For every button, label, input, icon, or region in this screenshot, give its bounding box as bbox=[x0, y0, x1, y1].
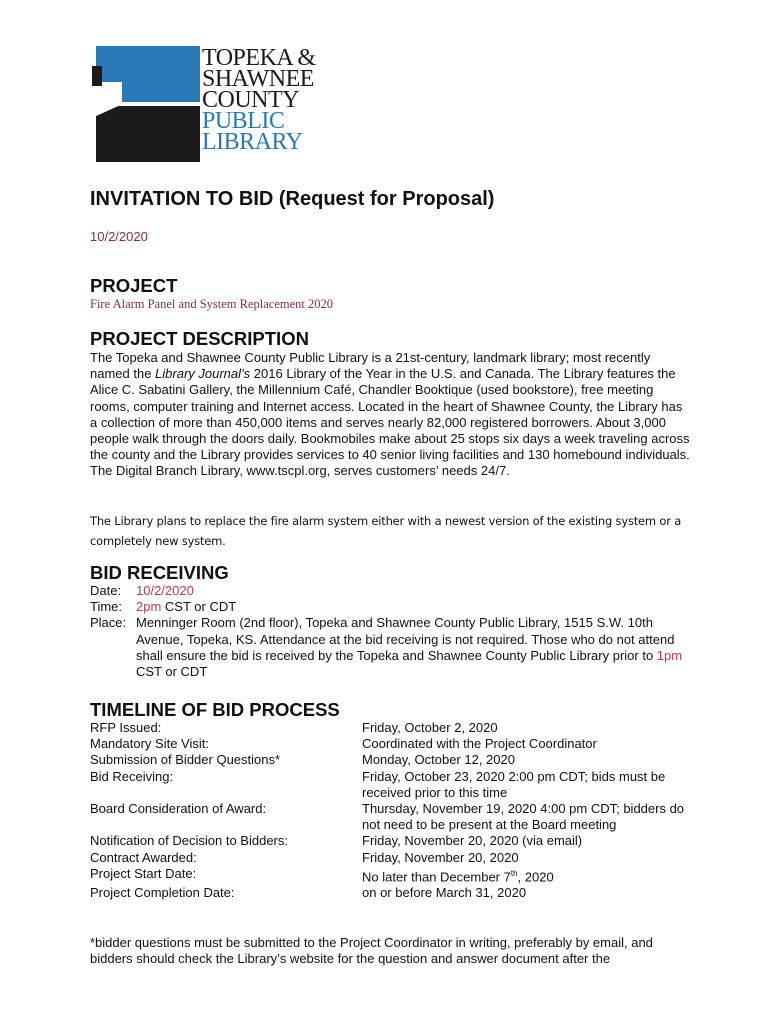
timeline-value: Friday, November 20, 2020 (via email) bbox=[362, 833, 583, 849]
project-name: Fire Alarm Panel and System Replacement 2020 bbox=[90, 297, 334, 311]
logo-line-3: COUNTY bbox=[202, 87, 299, 113]
timeline-label: Mandatory Site Visit: bbox=[90, 736, 209, 752]
timeline-label: Contract Awarded: bbox=[90, 849, 197, 865]
timeline-row bbox=[90, 801, 690, 833]
timeline-value: Monday, October 12, 2020 bbox=[362, 752, 515, 768]
timeline-row bbox=[90, 769, 690, 801]
timeline-label: Board Consideration of Award: bbox=[90, 801, 267, 817]
description-text-b: 2016 Library of the Year in the U.S. and Canada. The Library features the Alice C. Sabatini Gallery, the Millennium Café, Chandler Booktique (used bookstore), free meeting rooms, computer training and Internet access. Located in the heart of Shawnee County, the Library has a collection of more than 450,000 items and serves nearly 82,000 registered borrowers. About 3,000 people walk through the doors daily. Bookmobiles make about 25 stops six days a week traveling across the county and the Library provides services to 40 senior living facilities and 130 homebound individuals. The Digital Branch Library, www.tscpl.org, serves customers’ needs 24/7. bbox=[90, 366, 690, 479]
project-heading: PROJECT bbox=[90, 275, 178, 296]
bid-place-end: CST or CDT bbox=[136, 664, 208, 680]
description-text-a: The Topeka and Shawnee County Public Library is a 21st-century, landmark library; most recently named the bbox=[90, 350, 651, 382]
bid-place-rest: 10th Avenue, Topeka, KS. Attendance at the bid receiving is not required. Those who do not attend shall ensure the bid is received by the Topeka and Shawnee County Public Library prior to bbox=[136, 615, 675, 663]
bid-time-value-wrap bbox=[136, 599, 690, 615]
timeline-value: Thursday, November 19, 2020 4:00 pm CDT; bidders do not need to be present at the Board meeting bbox=[362, 801, 685, 833]
bid-receiving-details bbox=[90, 583, 690, 680]
start-date-year: , 2020 bbox=[517, 869, 554, 885]
description-journal-name: Library Journal’s bbox=[155, 366, 251, 382]
timeline-row bbox=[90, 885, 690, 901]
timeline-value: Friday, October 2, 2020 bbox=[362, 720, 498, 735]
timeline-label: Submission of Bidder Questions* bbox=[90, 752, 281, 768]
project-description-paragraph bbox=[90, 350, 690, 480]
timeline-row bbox=[90, 866, 690, 886]
start-date-text: No later than December 7 bbox=[362, 869, 511, 885]
bid-receiving-heading: BID RECEIVING bbox=[90, 562, 229, 583]
timeline-row bbox=[90, 736, 690, 752]
timeline-row bbox=[90, 850, 690, 866]
timeline-table bbox=[90, 720, 690, 902]
timeline-label: RFP Issued: bbox=[90, 720, 162, 735]
timeline-value: Friday, October 23, 2020 2:00 pm CDT; bids must be received prior to this time bbox=[362, 768, 666, 800]
timeline-heading: TIMELINE OF BID PROCESS bbox=[90, 699, 340, 720]
timeline-label: Notification of Decision to Bidders: bbox=[90, 833, 288, 849]
timeline-label: Bid Receiving: bbox=[90, 768, 174, 784]
bid-date-label: Date: bbox=[90, 583, 122, 598]
bid-place-time: 1pm bbox=[656, 647, 683, 663]
timeline-value: Friday, November 20, 2020 bbox=[362, 849, 519, 865]
bid-place-first: Menninger Room (2nd floor), Topeka and Shawnee County Public Library, 1515 S.W. bbox=[136, 615, 625, 631]
bidder-questions-note: *bidder questions must be submitted to the Project Coordinator in writing, preferably by email, and bidders should check the Library’s website for the question and answer document after the bbox=[90, 935, 653, 967]
bid-date-value: 10/2/2020 bbox=[136, 583, 194, 598]
library-logo-mark bbox=[92, 46, 202, 162]
timeline-label: Project Completion Date: bbox=[90, 885, 235, 901]
bid-time-zone: CST or CDT bbox=[161, 599, 237, 615]
bid-place-row bbox=[90, 615, 690, 680]
bid-time-value: 2pm bbox=[136, 599, 162, 615]
bid-time-label: Time: bbox=[90, 599, 123, 615]
timeline-value: Coordinated with the Project Coordinator bbox=[362, 736, 597, 752]
document-title: INVITATION TO BID (Request for Proposal) bbox=[90, 188, 495, 210]
bid-time-row bbox=[90, 599, 690, 615]
timeline-row bbox=[90, 720, 690, 736]
library-logo-text bbox=[202, 45, 316, 155]
bid-date-row bbox=[90, 583, 690, 599]
bid-place-value bbox=[136, 615, 690, 680]
timeline-value: on or before March 31, 2020 bbox=[362, 885, 527, 901]
timeline-row bbox=[90, 833, 690, 849]
timeline-value bbox=[362, 866, 690, 886]
replacement-plan-paragraph: The Library plans to replace the fire alarm system either with a newest version of the existing system or a completely new system. bbox=[90, 514, 682, 548]
timeline-row bbox=[90, 752, 690, 768]
logo-line-2: SHAWNEE bbox=[202, 66, 314, 92]
bid-place-label: Place: bbox=[90, 615, 127, 631]
timeline-label: Project Start Date: bbox=[90, 865, 197, 881]
document-date: 10/2/2020 bbox=[90, 229, 148, 244]
library-logo bbox=[92, 46, 322, 162]
logo-line-5: LIBRARY bbox=[202, 129, 303, 155]
start-date-ordinal: th bbox=[510, 868, 518, 878]
logo-line-4: PUBLIC bbox=[202, 108, 285, 134]
logo-line-1: TOPEKA & bbox=[202, 45, 316, 71]
project-description-heading: PROJECT DESCRIPTION bbox=[90, 328, 309, 349]
